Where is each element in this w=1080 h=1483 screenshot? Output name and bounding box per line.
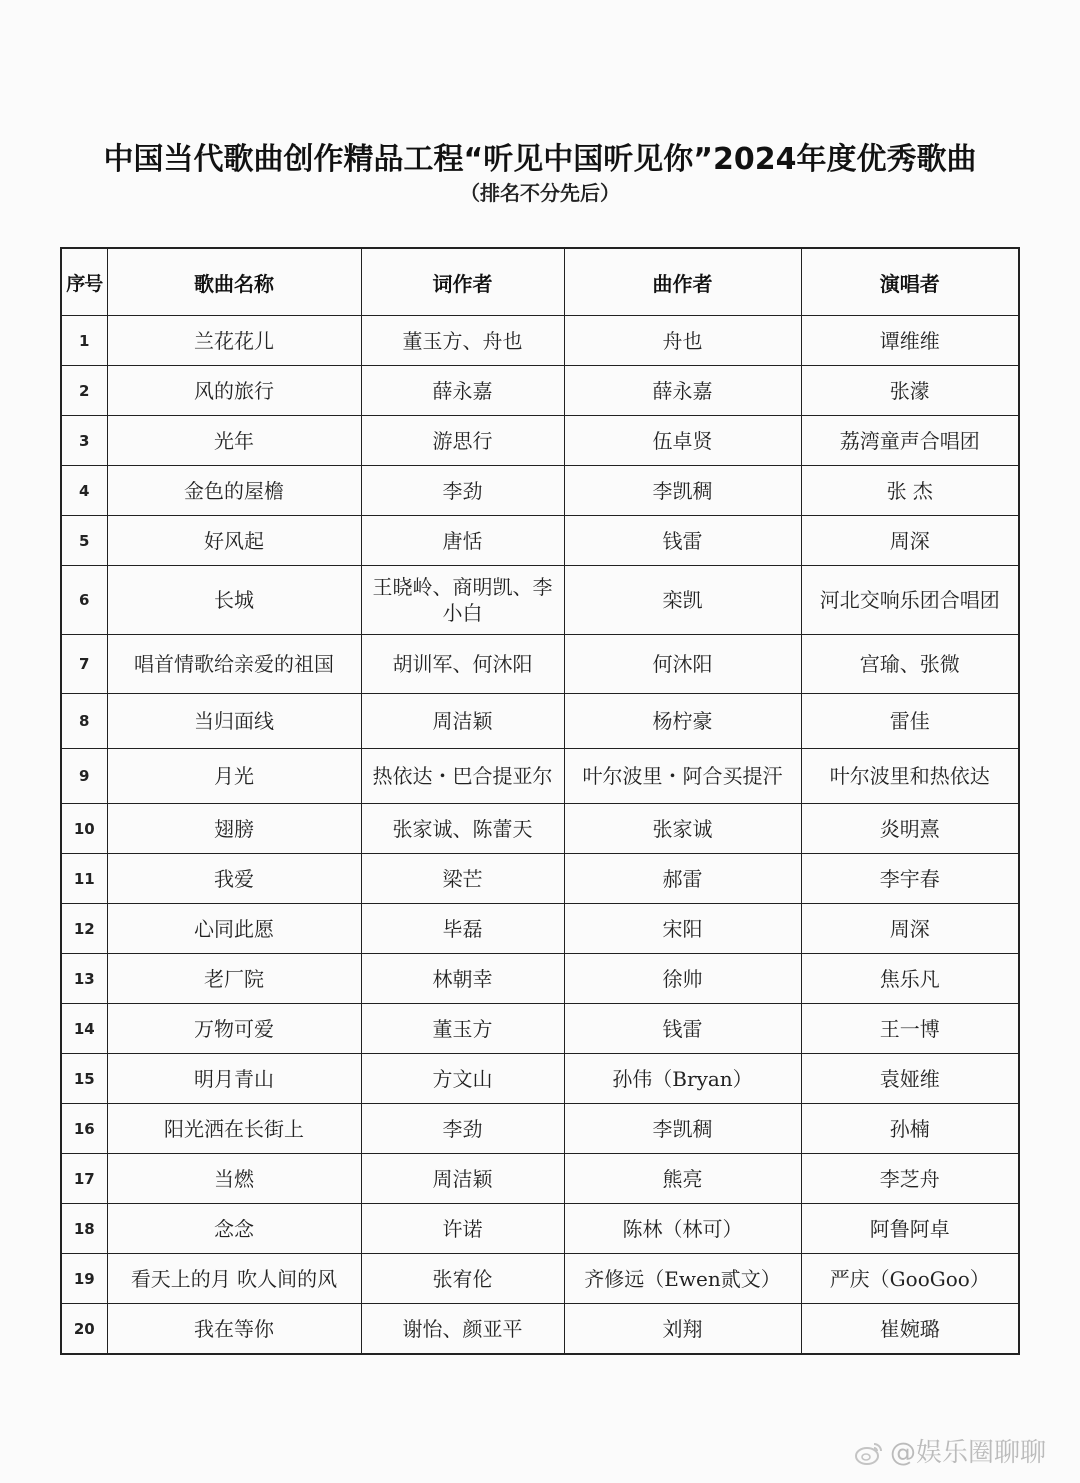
table-row (61, 954, 1019, 1004)
cell-singer: 焦乐凡 (801, 954, 1019, 1004)
table-row (61, 749, 1019, 804)
table-row (61, 566, 1019, 635)
cell-song-name: 阳光洒在长街上 (107, 1104, 361, 1154)
cell-lyricist: 林朝幸 (361, 954, 564, 1004)
cell-no: 2 (61, 366, 107, 416)
cell-no: 1 (61, 316, 107, 366)
cell-composer: 孙伟（Bryan） (564, 1054, 801, 1104)
table-row (61, 1054, 1019, 1104)
cell-no: 12 (61, 904, 107, 954)
cell-no: 10 (61, 804, 107, 854)
cell-lyricist: 唐恬 (361, 516, 564, 566)
cell-singer: 阿鲁阿卓 (801, 1204, 1019, 1254)
cell-composer: 李凯稠 (564, 1104, 801, 1154)
cell-lyricist: 梁芒 (361, 854, 564, 904)
cell-lyricist: 王晓岭、商明凯、李小白 (361, 566, 564, 635)
cell-composer: 陈林（林可） (564, 1204, 801, 1254)
cell-no: 3 (61, 416, 107, 466)
cell-song-name: 唱首情歌给亲爱的祖国 (107, 635, 361, 694)
cell-lyricist: 许诺 (361, 1204, 564, 1254)
table-row (61, 1154, 1019, 1204)
cell-composer: 刘翔 (564, 1304, 801, 1355)
cell-composer: 栾凯 (564, 566, 801, 635)
cell-singer: 周深 (801, 516, 1019, 566)
cell-no: 6 (61, 566, 107, 635)
cell-song-name: 老厂院 (107, 954, 361, 1004)
table-row (61, 635, 1019, 694)
cell-song-name: 翅膀 (107, 804, 361, 854)
cell-lyricist: 董玉方 (361, 1004, 564, 1054)
cell-singer: 袁娅维 (801, 1054, 1019, 1104)
cell-composer: 齐修远（Ewen贰文） (564, 1254, 801, 1304)
cell-singer: 雷佳 (801, 694, 1019, 749)
cell-song-name: 念念 (107, 1204, 361, 1254)
cell-lyricist: 薛永嘉 (361, 366, 564, 416)
cell-lyricist: 方文山 (361, 1054, 564, 1104)
table-row (61, 1254, 1019, 1304)
cell-singer: 荔湾童声合唱团 (801, 416, 1019, 466)
cell-lyricist: 李劲 (361, 1104, 564, 1154)
weibo-icon (854, 1440, 884, 1466)
cell-lyricist: 游思行 (361, 416, 564, 466)
cell-no: 20 (61, 1304, 107, 1355)
table-row (61, 416, 1019, 466)
cell-composer: 李凯稠 (564, 466, 801, 516)
table-row (61, 466, 1019, 516)
cell-lyricist: 张家诚、陈蕾天 (361, 804, 564, 854)
cell-singer: 周深 (801, 904, 1019, 954)
table-row (61, 1004, 1019, 1054)
cell-song-name: 长城 (107, 566, 361, 635)
document-title: 中国当代歌曲创作精品工程“听见中国听见你”2024年度优秀歌曲 (103, 142, 977, 177)
table-row (61, 804, 1019, 854)
cell-no: 5 (61, 516, 107, 566)
cell-singer: 崔婉璐 (801, 1304, 1019, 1355)
cell-composer: 宋阳 (564, 904, 801, 954)
cell-no: 8 (61, 694, 107, 749)
table-header-row (61, 248, 1019, 316)
cell-song-name: 看天上的月 吹人间的风 (107, 1254, 361, 1304)
table-row (61, 904, 1019, 954)
document-subtitle: （排名不分先后） (460, 181, 620, 205)
cell-composer: 徐帅 (564, 954, 801, 1004)
cell-song-name: 月光 (107, 749, 361, 804)
table-row (61, 1304, 1019, 1355)
header-singer: 演唱者 (801, 248, 1019, 316)
cell-no: 9 (61, 749, 107, 804)
table-row (61, 1204, 1019, 1254)
header-composer: 曲作者 (564, 248, 801, 316)
cell-singer: 张 杰 (801, 466, 1019, 516)
cell-lyricist: 谢怡、颜亚平 (361, 1304, 564, 1355)
cell-singer: 严庆（GooGoo） (801, 1254, 1019, 1304)
cell-composer: 张家诚 (564, 804, 801, 854)
cell-song-name: 我在等你 (107, 1304, 361, 1355)
cell-singer: 王一博 (801, 1004, 1019, 1054)
header-no: 序号 (61, 248, 107, 316)
songs-table (60, 247, 1020, 1355)
cell-singer: 谭维维 (801, 316, 1019, 366)
cell-composer: 杨柠豪 (564, 694, 801, 749)
header-song-name: 歌曲名称 (107, 248, 361, 316)
cell-song-name: 兰花花儿 (107, 316, 361, 366)
cell-no: 16 (61, 1104, 107, 1154)
cell-singer: 张濛 (801, 366, 1019, 416)
cell-no: 4 (61, 466, 107, 516)
cell-song-name: 心同此愿 (107, 904, 361, 954)
cell-composer: 何沐阳 (564, 635, 801, 694)
cell-song-name: 好风起 (107, 516, 361, 566)
cell-singer: 宫瑜、张微 (801, 635, 1019, 694)
cell-song-name: 我爱 (107, 854, 361, 904)
table-row (61, 316, 1019, 366)
cell-composer: 熊亮 (564, 1154, 801, 1204)
cell-no: 18 (61, 1204, 107, 1254)
cell-no: 13 (61, 954, 107, 1004)
cell-composer: 伍卓贤 (564, 416, 801, 466)
cell-singer: 李宇春 (801, 854, 1019, 904)
cell-song-name: 万物可爱 (107, 1004, 361, 1054)
cell-lyricist: 李劲 (361, 466, 564, 516)
cell-composer: 薛永嘉 (564, 366, 801, 416)
cell-lyricist: 周洁颖 (361, 1154, 564, 1204)
cell-no: 15 (61, 1054, 107, 1104)
table-row (61, 366, 1019, 416)
cell-song-name: 金色的屋檐 (107, 466, 361, 516)
cell-singer: 炎明熹 (801, 804, 1019, 854)
header-lyricist: 词作者 (361, 248, 564, 316)
table-body (61, 316, 1019, 1355)
cell-composer: 郝雷 (564, 854, 801, 904)
table-row (61, 1104, 1019, 1154)
cell-no: 7 (61, 635, 107, 694)
cell-song-name: 明月青山 (107, 1054, 361, 1104)
cell-singer: 河北交响乐团合唱团 (801, 566, 1019, 635)
cell-composer: 钱雷 (564, 1004, 801, 1054)
table-row (61, 854, 1019, 904)
cell-lyricist: 张宥伦 (361, 1254, 564, 1304)
cell-lyricist: 周洁颖 (361, 694, 564, 749)
cell-singer: 李芝舟 (801, 1154, 1019, 1204)
cell-singer: 叶尔波里和热依达 (801, 749, 1019, 804)
cell-no: 19 (61, 1254, 107, 1304)
watermark-text: @娱乐圈聊聊 (889, 1438, 1046, 1468)
watermark (854, 1438, 1046, 1468)
cell-no: 11 (61, 854, 107, 904)
cell-composer: 叶尔波里・阿合买提汗 (564, 749, 801, 804)
cell-lyricist: 胡训军、何沐阳 (361, 635, 564, 694)
cell-song-name: 光年 (107, 416, 361, 466)
cell-lyricist: 董玉方、舟也 (361, 316, 564, 366)
cell-song-name: 当燃 (107, 1154, 361, 1204)
cell-composer: 钱雷 (564, 516, 801, 566)
cell-composer: 舟也 (564, 316, 801, 366)
cell-no: 14 (61, 1004, 107, 1054)
cell-no: 17 (61, 1154, 107, 1204)
table-row (61, 516, 1019, 566)
cell-song-name: 当归面线 (107, 694, 361, 749)
cell-lyricist: 热依达・巴合提亚尔 (361, 749, 564, 804)
table-row (61, 694, 1019, 749)
cell-song-name: 风的旅行 (107, 366, 361, 416)
cell-singer: 孙楠 (801, 1104, 1019, 1154)
cell-lyricist: 毕磊 (361, 904, 564, 954)
